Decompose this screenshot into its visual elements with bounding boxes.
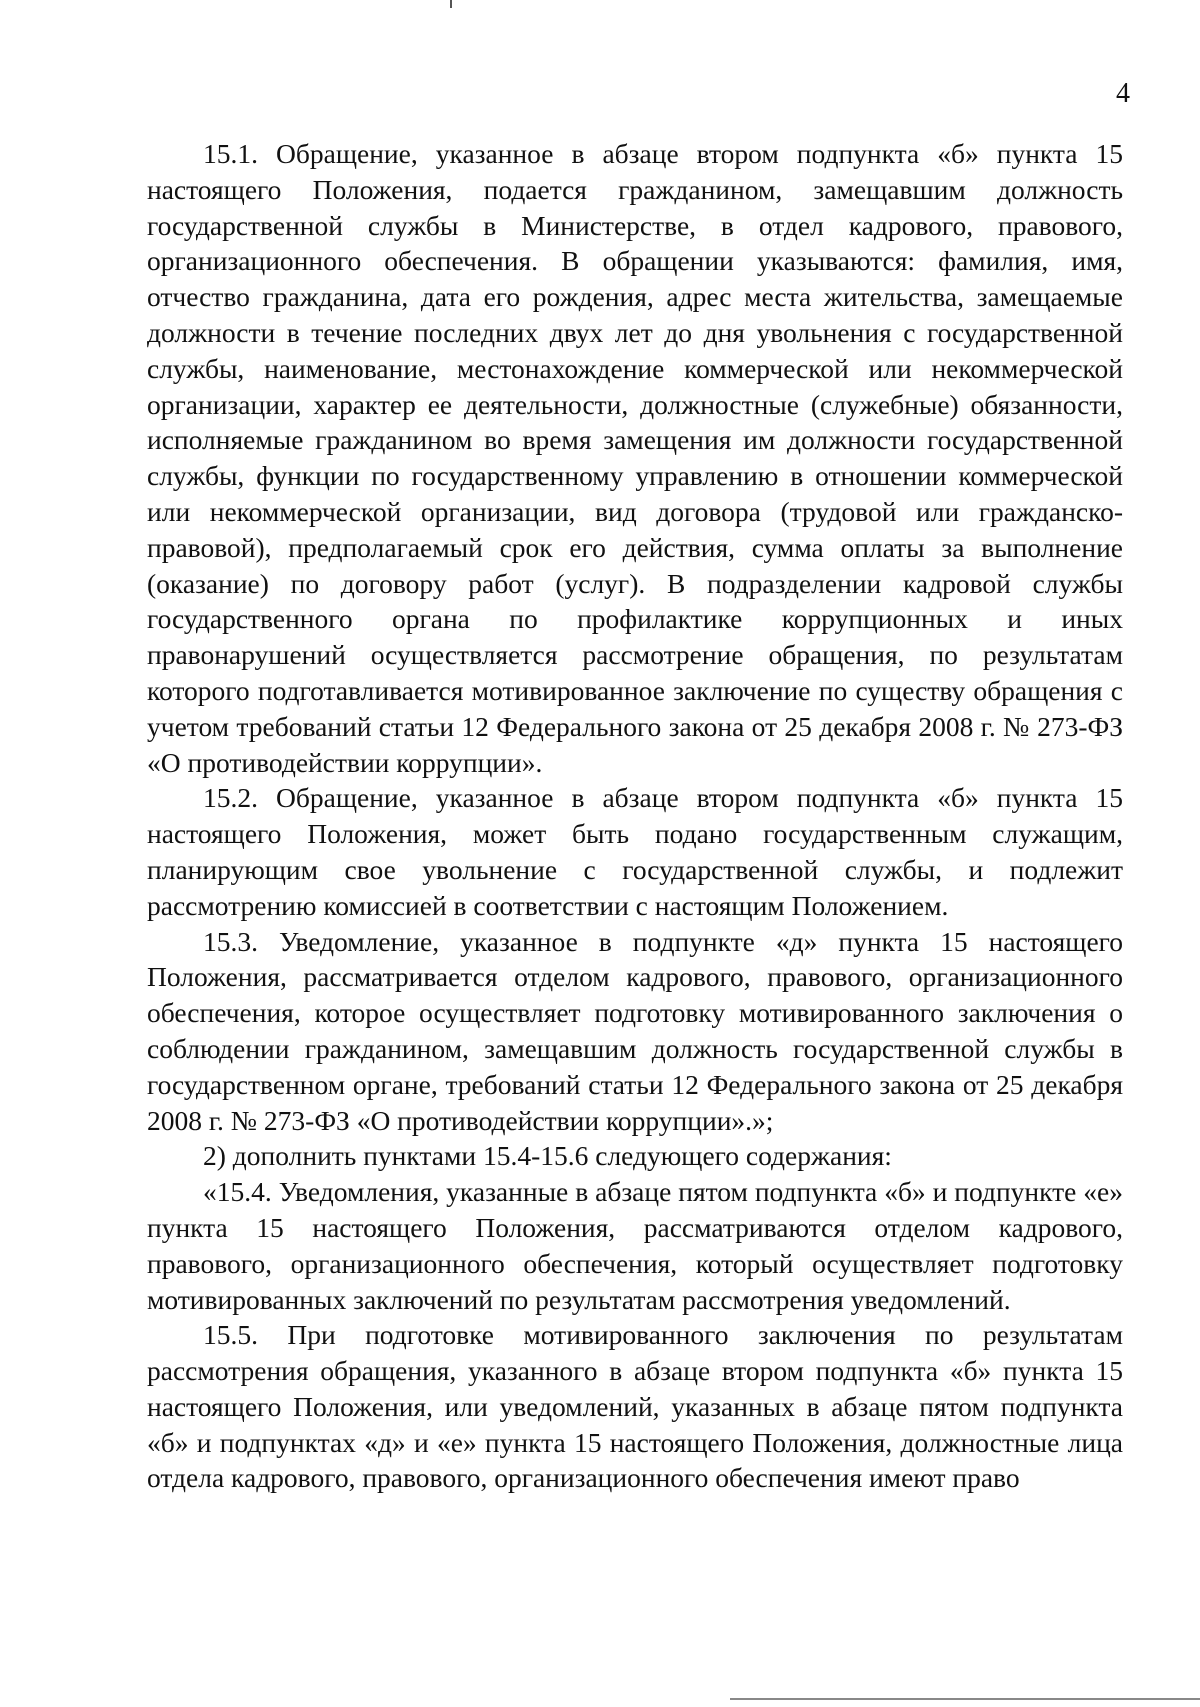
scan-mark-top xyxy=(450,0,452,8)
scan-edge-bottom xyxy=(730,1698,1200,1700)
page-number: 4 xyxy=(1116,78,1130,109)
paragraph-15-3: 15.3. Уведомление, указанное в подпункте «д» пункта 15 настоящего Положения, рассматривается отделом кадрового, правового, организационного обеспечения, которое осуществляет подготовку мотивированного заключения о соблюдении гражданином, замещавшим должность государственной службы в государственном органе, требований статьи 12 Федерального закона от 25 декабря 2008 г. № 273-ФЗ «О противодействии коррупции».»; xyxy=(147,925,1123,1136)
paragraph-amendment-2: 2) дополнить пунктами 15.4-15.6 следующего содержания: xyxy=(203,1140,892,1172)
paragraph-15-4: «15.4. Уведомления, указанные в абзаце пятом подпункта «б» и подпункте «е» пункта 15 настоящего Положения, рассматриваются отделом кадрового, правового, организационного обеспечения, который осуществляет подготовку мотивированных заключений по результатам рассмотрения уведомлений. xyxy=(147,1176,1123,1315)
paragraph-15-5: 15.5. При подготовке мотивированного заключения по результатам рассмотрения обращения, указанного в абзаце втором подпункта «б» пункта 15 настоящего Положения, или уведомлений, указанных в абзаце пятом подпункта «б» и подпунктах «д» и «е» пункта 15 настоящего Положения, должностные лица отдела кадрового, правового, организационного обеспечения имеют право xyxy=(147,1319,1123,1494)
paragraph-15-2: 15.2. Обращение, указанное в абзаце втором подпункта «б» пункта 15 настоящего Положения, может быть подано государственным служащим, планирующим свое увольнение с государственной службы, и подлежит рассмотрению комиссией в соответствии с настоящим Положением. xyxy=(147,782,1123,921)
paragraph-15-1: 15.1. Обращение, указанное в абзаце втором подпункта «б» пункта 15 настоящего Положения, подается гражданином, замещавшим должность государственной службы в Министерстве, в отдел кадрового, правового, организационного обеспечения. В обращении указываются: фамилия, имя, отчество гражданина, дата его рождения, адрес места жительства, замещаемые должности в течение последних двух лет до дня увольнения с государственной службы, наименование, местонахождение коммерческой или некоммерческой организации, характер ее деятельности, должностные (служебные) обязанности, исполняемые гражданином во время замещения им должности государственной службы, функции по государственному управлению в отношении коммерческой или некоммерческой организации, вид договора (трудовой или гражданско-правовой), предполагаемый срок его действия, сумма оплаты за выполнение (оказание) по договору работ (услуг). В подразделении кадровой службы государственного органа по профилактике коррупционных и иных правонарушений осуществляется рассмотрение обращения, по результатам которого подготавливается мотивированное заключение по существу обращения с учетом требований статьи 12 Федерального закона от 25 декабря 2008 г. № 273-ФЗ «О противодействии коррупции». xyxy=(147,138,1123,778)
document-body xyxy=(147,136,1123,1496)
